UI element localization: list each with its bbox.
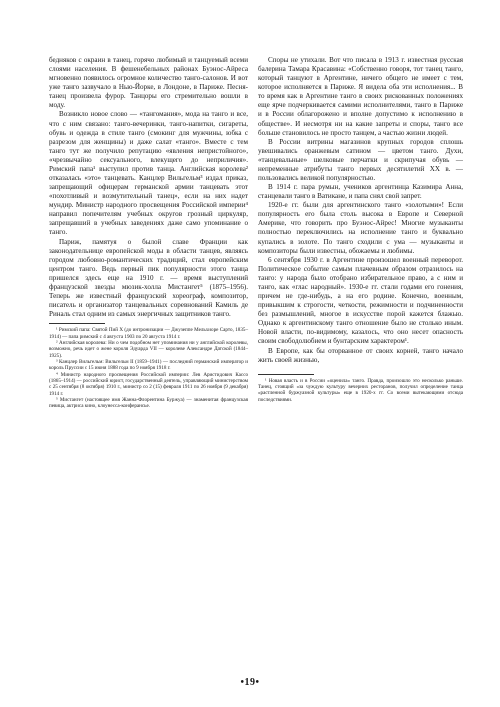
- paragraph: Возникло новое слово — «тангомания», мода на танго и все, что с ним связано: танго-вечеринки, танго-напитки, сигареты, обувь и одежда в стиле танго (смокинг для мужчины, юбка с разрезом для женщины) и даже салат «танго». Вместе с тем танго тут же получило репутацию «явления непристойного», «чрезвычайно сексуального, влекущего до неприличия». Римский папа¹ выступил против танца. Английская королева² отказалась «это» танцевать. Канцлер Вильгельм³ издал приказ, запрещающий офицерам германской армии танцевать этот «похотливый и возмутительный танец», если на них надет мундир. Министр народного просвещения Российской империи⁴ направил попечителям учебных округов грозный циркуляр, запрещавший в учебных заведениях даже само упоминание о танго.: [49, 110, 248, 237]
- page-number: •19•: [240, 677, 260, 688]
- footnote: ⁴ Министр народного просвещения Российской империи: Лев Аристидович Кассо (1865–1914) — российский юрист, государственный деятель, управляющий министерством с 25 сентября (8 октября) 1910 г., министр со 2 (15) февраля 1911 по 26 ноября (9 декабря) 1914 г.: [49, 371, 248, 397]
- paragraph: Споры не утихали. Вот что писала в 1913 г. известная русская балерина Тамара Красавина: «Собственно говоря, тот танец танго, который танцуют в Аргентине, ничего общего не имеет с тем, которое исполняется в Париже. Я видела оба эти исполнения... В то время как в Аргентине танго в своих рискованных положениях еще ярче подчеркивается самими исполнителями, танго в Париже и в России облагорожено и вполне допустимо к исполнению в обществе». И несмотря ни на какие запреты и споры, танго все больше становилось не просто танцем, а частью жизни людей.: [258, 56, 463, 137]
- footnote: ¹ Новая власть и в России «оценила» танго. Правда, произошло это несколько раньше. Танец, стоящий «за чуждую культуру вечерних ресторанов, получил определение танца «растленной буржуазной культуры» еще в 1920-х гг. Со всеми вытекающими отсюда последствиями.: [258, 377, 463, 403]
- paragraph: В 1914 г. пара румын, учеников аргентинца Казимира Анна, станцевали танго в Ватикане, и папа снял свой запрет.: [258, 183, 463, 201]
- footnote: ¹ Римский папа: Святой Пий X (до интронизации — Джузеппе Мельхиоре Сарто, 1835–1914) — папа римский с 4 августа 1903 по 20 августа 1914 г.: [49, 327, 248, 340]
- footnote: ⁵ Мистангет (настоящее имя Жанна-Флорентина Буржуа) — знаменитая французская певица, актриса кино, клоунесса-конферансье.: [49, 397, 248, 410]
- paragraph: В России витрины магазинов крупных городов сплошь увешивались оранжевым сатином — цветом танго. Духи, «танцевальные» шелковые перчатки и скрипучая обувь — непременные атрибуты танго первых десятилетий XX в. — пользовались великой популярностью.: [258, 137, 463, 183]
- paragraph: 1920-е гг. были для аргентинского танго «золотыми»! Если популярность его была столь высока в Европе и Северной Америке, что говорить про Буэнос-Айрес! Многие музыканты полностью переключились на исполнение танго и буквально купались в золоте. По танго сходили с ума — музыканты и композиторы были известны, обожаемы и любимы.: [258, 201, 463, 255]
- footnote-divider: [258, 374, 314, 375]
- paragraph: бедняков с окраин в танец, горячо любимый и танцуемый всеми слоями населения. В фешенебельных районах Буэнос-Айреса мгновенно появилось огромное количество танго-салонов. И вот уже танго зазвучало в Нью-Йорке, в Лондоне, в Париже. Песня-танец произвела фурор. Танцоры его стремительно вошли в моду.: [49, 56, 248, 110]
- footnote-divider: [49, 323, 105, 324]
- footnote: ² Английская королева: Ни о чем подобном нет упоминания ни у английской королевы, возможно, речь идет о жене короля Эдуарда VII — королеве Александре Датской (1844–1925).: [49, 339, 248, 359]
- paragraph: Париж, памятуя о былой славе Франции как законодательнице европейской моды в области танцев, являясь городом любовно-романтических традиций, стал европейским центром танго. Ведь первый пик популярности этого танца пришелся здесь еще на 1910 г. — время выступлений французской звезды мюзик-холла Мистангет⁵ (1875–1956). Теперь же известный французский хореограф, композитор, писатель и организатор танцевальных соревнований Камиль де Риналь стал одним из самых энергичных защитников танго.: [49, 237, 248, 319]
- paragraph: 6 сентября 1930 г. в Аргентине произошел военный переворот. Политическое событие самым плачевным образом отразилось на танго: у народа было отобрано избирательное право, а с ним и танго, как «глас народный». 1930-е гг. стали годами его гонения, причем не где-нибудь, а на его родине. Конечно, военным, привыкшим к строгости, четкости, режимности и подчиненности без размышлений, многое в искусстве порой кажется блажью. Однако к аргентинскому танго отношение было не столько иным. Новой власти, по-видимому, казалось, что оно несет опасность своим свободолюбием и бунтарским характером¹.: [258, 255, 463, 346]
- paragraph: В Европе, как бы оторванное от своих корней, танго начало жить своей жизнью,: [258, 346, 463, 364]
- left-column: [49, 56, 248, 410]
- footnote: ³ Канцлер Вильгельм: Вильгельм II (1859–1941) — последний германский император и король Пруссии с 15 июня 1888 года по 9 ноября 1918 г.: [49, 358, 248, 372]
- right-column: [258, 56, 463, 403]
